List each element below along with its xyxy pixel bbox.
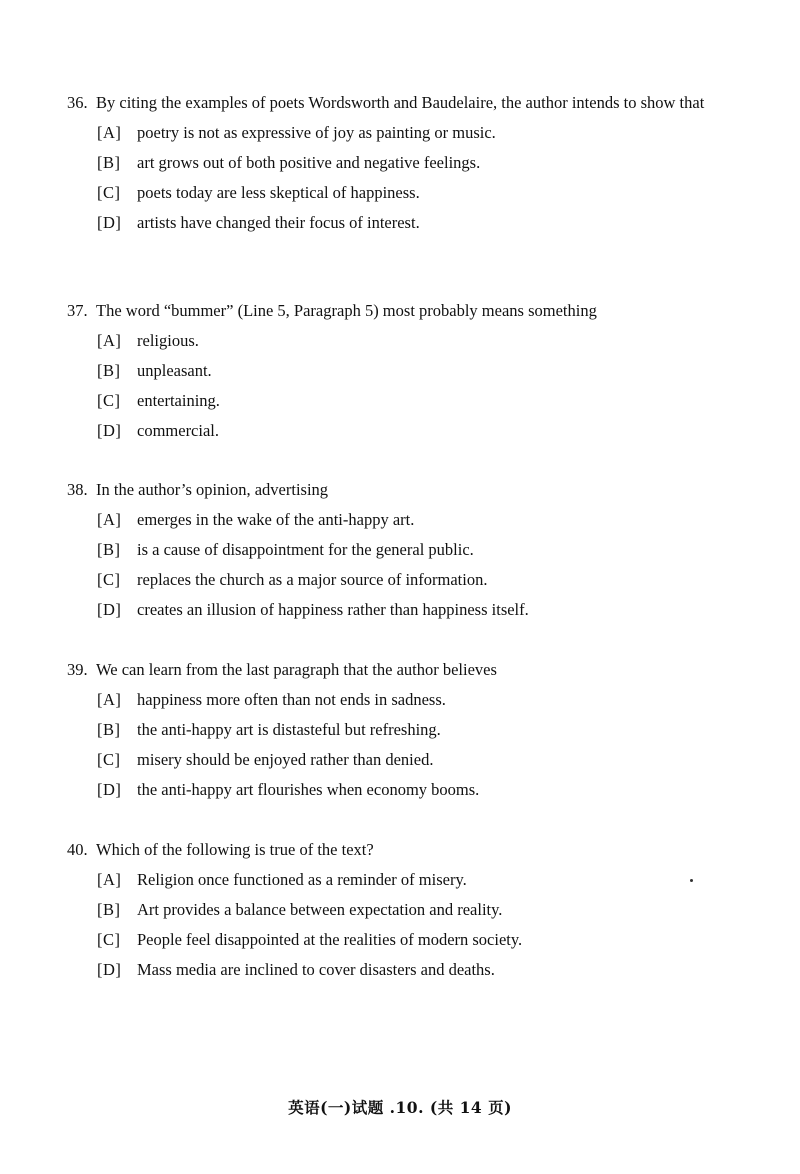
option-letter: [D] bbox=[97, 213, 122, 232]
option-letter: [A] bbox=[97, 331, 122, 350]
option-letter: [A] bbox=[97, 870, 122, 889]
option-a bbox=[97, 118, 717, 148]
option-b bbox=[97, 715, 717, 745]
option-text: misery should be enjoyed rather than denied. bbox=[137, 750, 434, 769]
question-37 bbox=[67, 296, 717, 446]
question-text: We can learn from the last paragraph that the author believes bbox=[96, 660, 497, 679]
option-text: unpleasant. bbox=[137, 361, 212, 380]
option-b bbox=[97, 535, 717, 565]
question-number: 40. bbox=[67, 840, 88, 859]
option-letter: [B] bbox=[97, 540, 121, 559]
option-letter: [C] bbox=[97, 930, 121, 949]
option-text: Religion once functioned as a reminder of misery. bbox=[137, 870, 467, 889]
option-text: commercial. bbox=[137, 421, 220, 440]
question-number: 37. bbox=[67, 301, 88, 320]
option-letter: [D] bbox=[97, 780, 122, 799]
option-list bbox=[97, 326, 717, 446]
page-footer: 英语(一)试题 .10. (共 14 页) bbox=[288, 1098, 512, 1117]
option-text: People feel disappointed at the realities of modern society. bbox=[137, 930, 523, 949]
option-letter: [D] bbox=[97, 600, 122, 619]
option-text: replaces the church as a major source of information. bbox=[137, 570, 488, 589]
question-38 bbox=[67, 475, 717, 625]
option-c bbox=[97, 745, 717, 775]
option-letter: [C] bbox=[97, 183, 121, 202]
option-letter: [C] bbox=[97, 570, 121, 589]
option-letter: [C] bbox=[97, 750, 121, 769]
option-text: the anti-happy art flourishes when economy booms. bbox=[137, 780, 480, 799]
option-letter: [D] bbox=[97, 421, 122, 440]
option-a bbox=[97, 326, 717, 356]
question-number: 36. bbox=[67, 93, 88, 112]
option-letter: [A] bbox=[97, 123, 122, 142]
option-list bbox=[97, 685, 717, 805]
question-39 bbox=[67, 655, 717, 805]
option-letter: [A] bbox=[97, 690, 122, 709]
question-40 bbox=[67, 835, 717, 985]
option-text: is a cause of disappointment for the general public. bbox=[137, 540, 474, 559]
option-text: emerges in the wake of the anti-happy art. bbox=[137, 510, 415, 529]
option-letter: [B] bbox=[97, 153, 121, 172]
question-number: 39. bbox=[67, 660, 88, 679]
option-list bbox=[97, 505, 717, 625]
question-36 bbox=[67, 88, 717, 238]
option-text: artists have changed their focus of interest. bbox=[137, 213, 420, 232]
option-d bbox=[97, 955, 717, 985]
option-letter: [D] bbox=[97, 960, 122, 979]
option-c bbox=[97, 386, 717, 416]
option-letter: [B] bbox=[97, 361, 121, 380]
option-c bbox=[97, 178, 717, 208]
option-a bbox=[97, 865, 717, 895]
option-text: the anti-happy art is distasteful but refreshing. bbox=[137, 720, 441, 739]
question-stem bbox=[67, 88, 717, 118]
option-c bbox=[97, 565, 717, 595]
option-text: happiness more often than not ends in sadness. bbox=[137, 690, 446, 709]
option-text: art grows out of both positive and negative feelings. bbox=[137, 153, 481, 172]
option-text: religious. bbox=[137, 331, 199, 350]
option-text: poets today are less skeptical of happiness. bbox=[137, 183, 420, 202]
question-stem bbox=[67, 475, 717, 505]
option-text: poetry is not as expressive of joy as painting or music. bbox=[137, 123, 496, 142]
option-text: creates an illusion of happiness rather than happiness itself. bbox=[137, 600, 529, 619]
option-letter: [B] bbox=[97, 720, 121, 739]
option-list bbox=[97, 118, 717, 238]
option-a bbox=[97, 685, 717, 715]
question-text: In the author’s opinion, advertising bbox=[96, 480, 329, 499]
option-letter: [A] bbox=[97, 510, 122, 529]
option-a bbox=[97, 505, 717, 535]
question-text: By citing the examples of poets Wordsworth and Baudelaire, the author intends to show that bbox=[96, 93, 705, 112]
option-b bbox=[97, 148, 717, 178]
option-letter: [C] bbox=[97, 391, 121, 410]
option-d bbox=[97, 208, 717, 238]
option-text: Mass media are inclined to cover disasters and deaths. bbox=[137, 960, 495, 979]
option-b bbox=[97, 356, 717, 386]
option-list bbox=[97, 865, 717, 985]
option-d bbox=[97, 416, 717, 446]
question-stem bbox=[67, 835, 717, 865]
option-d bbox=[97, 595, 717, 625]
question-number: 38. bbox=[67, 480, 88, 499]
option-c bbox=[97, 925, 717, 955]
scan-speck bbox=[690, 879, 693, 882]
question-stem bbox=[67, 296, 717, 326]
option-d bbox=[97, 775, 717, 805]
option-b bbox=[97, 895, 717, 925]
option-letter: [B] bbox=[97, 900, 121, 919]
option-text: entertaining. bbox=[137, 391, 220, 410]
question-text: The word “bummer” (Line 5, Paragraph 5) most probably means something bbox=[96, 301, 597, 320]
option-text: Art provides a balance between expectation and reality. bbox=[137, 900, 503, 919]
question-text: Which of the following is true of the text? bbox=[96, 840, 374, 859]
question-stem bbox=[67, 655, 717, 685]
